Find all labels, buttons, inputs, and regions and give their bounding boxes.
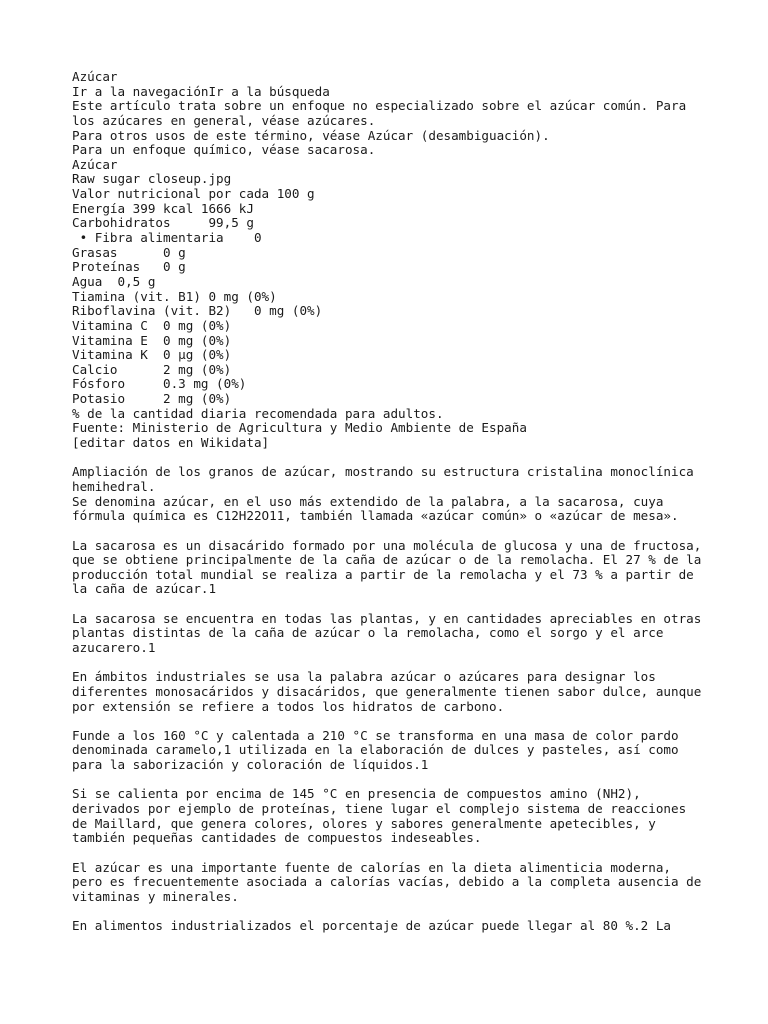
text-line: fórmula química es C12H22O11, también llamada «azúcar común» o «azúcar de mesa».: [72, 508, 679, 524]
paragraph: [72, 670, 712, 714]
text-line: denominada caramelo,1 utilizada en la elaboración de dulces y pasteles, así como: [72, 742, 679, 758]
edit-wikidata-link[interactable]: [editar datos en Wikidata]: [72, 435, 270, 451]
text-line: hemihedral.: [72, 478, 156, 494]
nutrition-row: Energía 399 kcal 1666 kJ: [72, 200, 254, 216]
paragraph: [72, 729, 712, 773]
text-line: diferentes monosacáridos y disacáridos, que generalmente tienen sabor dulce, aunque: [72, 683, 702, 699]
hatnote-line: Para otros usos de este término, véase Azúcar (desambiguación).: [72, 127, 550, 143]
nutrition-row: Calcio 2 mg (0%): [72, 361, 232, 377]
nutrition-row: Grasas 0 g: [72, 244, 186, 260]
nutrition-row: Vitamina K 0 µg (0%): [72, 347, 232, 363]
text-line: por extensión se refiere a todos los hidratos de carbono.: [72, 698, 505, 714]
text-line: En alimentos industrializados el porcentaje de azúcar puede llegar al 80 %.2 La: [72, 918, 671, 934]
text-line: La sacarosa se encuentra en todas las plantas, y en cantidades apreciables en otras: [72, 610, 702, 626]
nutrition-row: Vitamina C 0 mg (0%): [72, 317, 232, 333]
text-line: El azúcar es una importante fuente de calorías en la dieta alimenticia moderna,: [72, 859, 671, 875]
header-block: [72, 70, 712, 451]
infobox-footnote: % de la cantidad diaria recomendada para adultos.: [72, 405, 444, 421]
infobox-title: Azúcar: [72, 156, 118, 172]
nutrition-row: Agua 0,5 g: [72, 273, 156, 289]
text-line: La sacarosa es un disacárido formado por una molécula de glucosa y una de fructosa,: [72, 537, 702, 553]
text-line: pero es frecuentemente asociada a calorías vacías, debido a la completa ausencia de: [72, 874, 702, 890]
infobox-heading: Valor nutricional por cada 100 g: [72, 186, 315, 202]
text-line: azucarero.1: [72, 639, 156, 655]
text-line: En ámbitos industriales se usa la palabra azúcar o azúcares para designar los: [72, 669, 656, 685]
nutrition-row: Fósforo 0.3 mg (0%): [72, 376, 247, 392]
infobox-image-caption: Raw sugar closeup.jpg: [72, 171, 232, 187]
text-line: derivados por ejemplo de proteínas, tiene lugar el complejo sistema de reacciones: [72, 801, 687, 817]
nutrition-row: • Fibra alimentaria 0: [72, 230, 262, 246]
paragraph: [72, 465, 712, 524]
text-line: de Maillard, que genera colores, olores y sabores generalmente apetecibles, y: [72, 815, 656, 831]
nutrition-row: Riboflavina (vit. B2) 0 mg (0%): [72, 303, 323, 319]
text-line: que se obtiene principalmente de la caña de azúcar o de la remolacha. El 27 % de la: [72, 552, 702, 568]
document-body: [72, 70, 712, 934]
paragraph: [72, 539, 712, 598]
hatnote-line: Este artículo trata sobre un enfoque no especializado sobre el azúcar común. Para: [72, 98, 687, 114]
nutrition-row: Vitamina E 0 mg (0%): [72, 332, 232, 348]
paragraph: [72, 787, 712, 846]
text-line: también pequeñas cantidades de compuestos indeseables.: [72, 830, 482, 846]
text-line: producción total mundial se realiza a partir de la remolacha y el 73 % a partir de: [72, 566, 694, 582]
text-line: Si se calienta por encima de 145 °C en presencia de compuestos amino (NH2),: [72, 786, 641, 802]
text-line: plantas distintas de la caña de azúcar o la remolacha, como el sorgo y el arce: [72, 625, 664, 641]
nutrition-row: Potasio 2 mg (0%): [72, 391, 232, 407]
paragraph: [72, 919, 712, 934]
article-title: Azúcar: [72, 69, 118, 84]
nutrition-row: Tiamina (vit. B1) 0 mg (0%): [72, 288, 277, 304]
text-line: para la saborización y coloración de líquidos.1: [72, 757, 429, 773]
text-line: Se denomina azúcar, en el uso más extendido de la palabra, a la sacarosa, cuya: [72, 493, 664, 509]
text-line: Ampliación de los granos de azúcar, mostrando su estructura cristalina monoclínica: [72, 464, 694, 480]
paragraph: [72, 861, 712, 905]
text-line: Funde a los 160 °C y calentada a 210 °C se transforma en una masa de color pardo: [72, 727, 679, 743]
infobox-source: Fuente: Ministerio de Agricultura y Medio Ambiente de España: [72, 420, 527, 436]
paragraph: [72, 612, 712, 656]
nutrition-row: Proteínas 0 g: [72, 259, 186, 275]
text-line: vitaminas y minerales.: [72, 888, 239, 904]
hatnote-line: los azúcares en general, véase azúcares.: [72, 112, 376, 128]
hatnote-line: Para un enfoque químico, véase sacarosa.: [72, 142, 376, 158]
nutrition-row: Carbohidratos 99,5 g: [72, 215, 254, 231]
text-line: la caña de azúcar.1: [72, 581, 217, 597]
skip-links: Ir a la navegaciónIr a la búsqueda: [72, 83, 330, 99]
